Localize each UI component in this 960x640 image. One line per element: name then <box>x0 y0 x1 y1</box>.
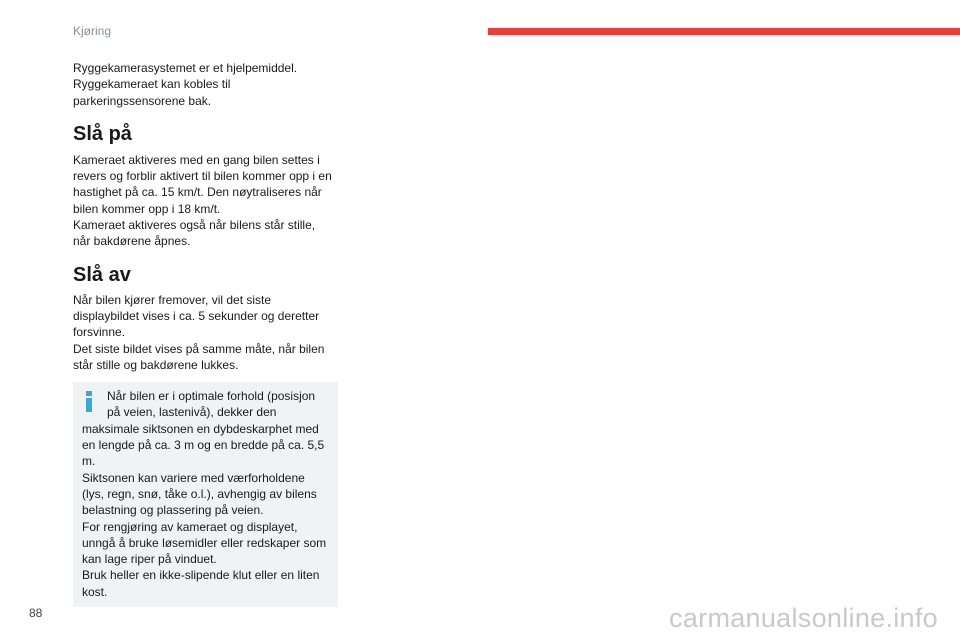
text-line: bilen kommer opp i 18 km/t. <box>73 201 221 216</box>
info-line: på veien, lastenivå), dekker den <box>107 405 277 420</box>
heading-switch-off: Slå av <box>73 263 131 286</box>
switch-off-paragraph <box>73 292 339 373</box>
info-icon <box>85 391 94 413</box>
text-line: revers og forblir aktivert til bilen kommer opp i en <box>73 169 332 184</box>
info-line: en lengde på ca. 3 m og en bredde på ca. 5,5 <box>82 438 325 453</box>
switch-on-paragraph <box>73 152 339 250</box>
info-line: (lys, regn, snø, tåke o.l.), avhengig av bilens <box>82 486 317 501</box>
intro-line: parkeringssensorene bak. <box>73 93 212 108</box>
info-note-box <box>73 382 338 607</box>
text-line: når bakdørene åpnes. <box>73 234 191 249</box>
info-line: kan lage riper på vinduet. <box>82 552 217 567</box>
info-icon-stem <box>86 398 92 412</box>
watermark[interactable]: carmanualsonline.info <box>669 603 938 633</box>
content-column <box>73 60 339 607</box>
info-line: maksimale siktsonen en dybdeskarphet med <box>82 421 319 436</box>
info-line: m. <box>82 454 96 469</box>
info-line: unngå å bruke løsemidler eller redskaper som <box>82 535 327 550</box>
heading-switch-on: Slå på <box>73 122 132 145</box>
intro-line: Ryggekameraet kan kobles til <box>73 77 231 92</box>
info-line: Bruk heller en ikke-slipende klut eller en liten <box>82 568 320 583</box>
text-line: Det siste bildet vises på samme måte, når bilen <box>73 341 325 356</box>
red-accent-bar <box>488 28 960 35</box>
text-line: står stille og bakdørene lukkes. <box>73 357 239 372</box>
info-line: Når bilen er i optimale forhold (posisjon <box>107 389 316 404</box>
text-line: hastighet på ca. 15 km/t. Den nøytraliseres når <box>73 185 322 200</box>
page-number: 88 <box>29 606 43 620</box>
section-title: Kjøring <box>73 24 112 38</box>
text-line: Kameraet aktiveres med en gang bilen settes i <box>73 152 320 167</box>
text-line: displaybildet vises i ca. 5 sekunder og deretter <box>73 308 320 323</box>
text-line: Når bilen kjører fremover, vil det siste <box>73 292 272 307</box>
info-line: Siktsonen kan variere med værforholdene <box>82 470 305 485</box>
info-icon-dot <box>86 391 92 396</box>
text-line: Kameraet aktiveres også når bilens står stille, <box>73 218 316 233</box>
info-line: belastning og plassering på veien. <box>82 503 264 518</box>
intro-line: Ryggekamerasystemet er et hjelpemiddel. <box>73 61 298 75</box>
info-line: For rengjøring av kameraet og displayet, <box>82 519 298 534</box>
intro-paragraph <box>73 60 339 109</box>
text-line: forsvinne. <box>73 325 126 340</box>
info-line: kost. <box>82 584 108 599</box>
